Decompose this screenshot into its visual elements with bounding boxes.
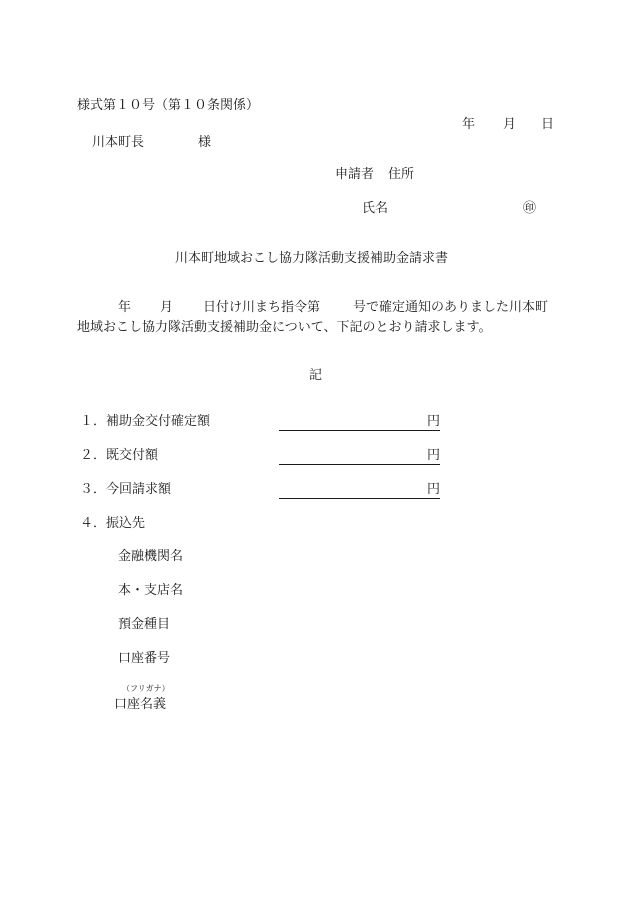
- form-number: 様式第１０号（第１０条関係）: [77, 98, 260, 113]
- name-label: 氏名: [362, 201, 389, 216]
- item-confirmed-amount-label: １．補助金交付確定額: [80, 414, 211, 429]
- applicant-label: 申請者: [335, 167, 375, 182]
- body-line1-b: 号で確定通知のありました川本町: [353, 300, 549, 315]
- body-year-label: 年: [118, 300, 132, 315]
- body-line2: 地域おこし協力隊活動支援補助金について、下記のとおり請求します。: [77, 320, 492, 335]
- account-holder-label: 口座名義: [114, 697, 167, 712]
- date-year-label: 年: [462, 117, 476, 132]
- item-already-granted-label: ２．既交付額: [80, 448, 159, 463]
- confirmed-amount-field[interactable]: [279, 414, 440, 431]
- body-month-label: 月: [160, 300, 174, 315]
- address-label: 住所: [388, 167, 415, 182]
- current-claim-amount-field[interactable]: [279, 482, 440, 499]
- seal-icon: ㊞: [523, 201, 537, 216]
- body-line1-a: 日付け川まち指令第: [203, 300, 321, 315]
- yen-unit: 円: [426, 482, 440, 497]
- yen-unit: 円: [426, 448, 440, 463]
- deposit-type-label: 預金種目: [118, 617, 171, 632]
- item-current-claim-label: ３．今回請求額: [80, 482, 172, 497]
- already-granted-amount-field[interactable]: [279, 448, 440, 465]
- addressee: 川本町長: [92, 135, 145, 150]
- addressee-honorific: 様: [198, 135, 212, 150]
- ki-heading: 記: [309, 368, 323, 383]
- furigana-label: （フリガナ）: [122, 684, 170, 693]
- bank-name-label: 金融機関名: [118, 549, 184, 564]
- yen-unit: 円: [426, 414, 440, 429]
- date-day-label: 日: [541, 117, 555, 132]
- branch-name-label: 本・支店名: [118, 583, 184, 598]
- account-number-label: 口座番号: [118, 651, 171, 666]
- document-title: 川本町地域おこし協力隊活動支援補助金請求書: [175, 251, 449, 266]
- item-transfer-destination-label: ４．振込先: [80, 516, 146, 531]
- date-month-label: 月: [503, 117, 517, 132]
